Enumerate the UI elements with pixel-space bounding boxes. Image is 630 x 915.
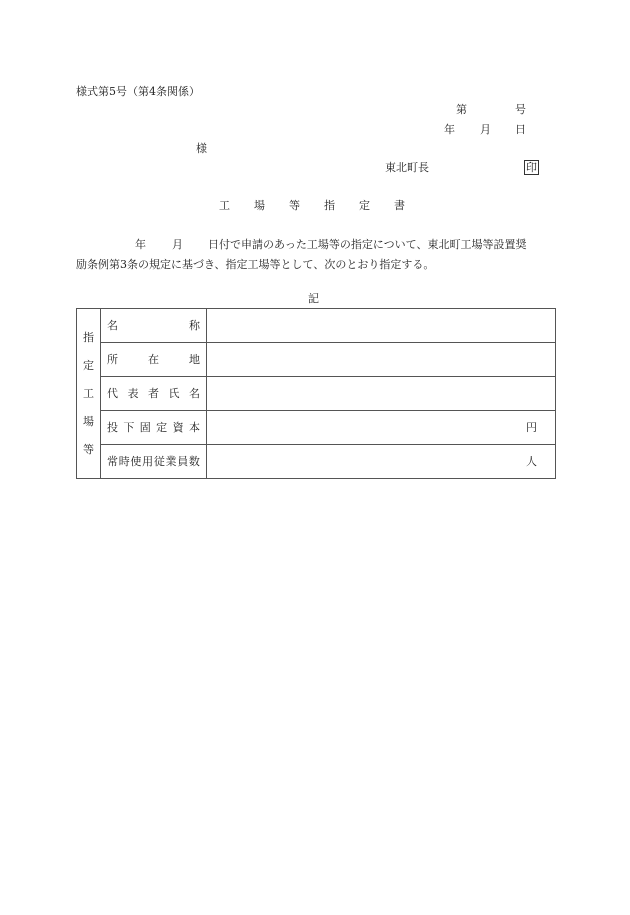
label-char: 所 — [107, 353, 118, 366]
date-day: 日 — [515, 123, 526, 136]
label-char: 従 — [153, 455, 165, 468]
body-line1: 日付で申請のあった工場等の指定について、東北町工場等設置奨 — [208, 238, 527, 251]
note-label: 記 — [308, 292, 319, 305]
label-char: 下 — [123, 421, 135, 434]
label-char: 業 — [165, 455, 177, 468]
addressee-suffix: 様 — [196, 142, 207, 155]
label-char: 常 — [107, 455, 118, 468]
label-char: 資 — [172, 421, 184, 434]
group-char: 等 — [83, 443, 94, 456]
row-label-location — [101, 343, 207, 377]
label-char: 地 — [189, 353, 200, 366]
table-row — [77, 377, 556, 411]
row-value-name[interactable] — [207, 309, 556, 343]
title-char: 場 — [254, 199, 265, 212]
title-char: 等 — [289, 199, 300, 212]
form-number: 様式第5号（第4条関係） — [76, 85, 200, 98]
title-char: 定 — [359, 199, 370, 212]
label-char: 固 — [139, 421, 151, 434]
label-char: 名 — [189, 387, 200, 400]
row-label-employees — [101, 445, 207, 479]
table-row — [77, 343, 556, 377]
label-char: 氏 — [168, 387, 180, 400]
label-char: 投 — [107, 421, 118, 434]
issuer-name: 東北町長 — [385, 161, 429, 174]
label-char: 名 — [107, 319, 118, 332]
date-year: 年 — [444, 123, 455, 136]
body-month: 月 — [172, 238, 183, 251]
label-char: 表 — [127, 387, 139, 400]
row-value-employees[interactable]: 人 — [207, 445, 556, 479]
designation-table — [76, 308, 556, 479]
title-char: 工 — [219, 199, 230, 212]
label-char: 定 — [156, 421, 168, 434]
table-row — [77, 309, 556, 343]
label-char: 称 — [189, 319, 200, 332]
label-char: 用 — [142, 455, 154, 468]
group-char: 指 — [83, 331, 94, 344]
label-char: 数 — [188, 455, 200, 468]
title-char: 書 — [394, 199, 405, 212]
label-char: 者 — [148, 387, 159, 400]
document-number-suffix: 号 — [515, 103, 526, 116]
label-char: 員 — [177, 455, 189, 468]
group-char: 定 — [83, 359, 94, 372]
table-row — [77, 411, 556, 445]
group-char: 場 — [83, 415, 94, 428]
label-char: 在 — [148, 353, 159, 366]
seal-mark: 印 — [526, 161, 537, 174]
table-row — [77, 445, 556, 479]
group-label — [77, 309, 101, 479]
label-char: 代 — [107, 387, 118, 400]
label-char: 本 — [188, 421, 200, 434]
row-value-location[interactable] — [207, 343, 556, 377]
label-char: 時 — [118, 455, 130, 468]
date-month: 月 — [480, 123, 491, 136]
row-label-fixed-capital — [101, 411, 207, 445]
document-number-prefix: 第 — [456, 103, 467, 116]
row-label-name — [101, 309, 207, 343]
row-value-fixed-capital[interactable]: 円 — [207, 411, 556, 445]
row-label-representative — [101, 377, 207, 411]
body-line2: 励条例第3条の規定に基づき、指定工場等として、次のとおり指定する。 — [76, 258, 435, 271]
row-value-representative[interactable] — [207, 377, 556, 411]
body-year: 年 — [135, 238, 146, 251]
title-char: 指 — [324, 199, 335, 212]
label-char: 使 — [130, 455, 142, 468]
group-char: 工 — [83, 387, 94, 400]
